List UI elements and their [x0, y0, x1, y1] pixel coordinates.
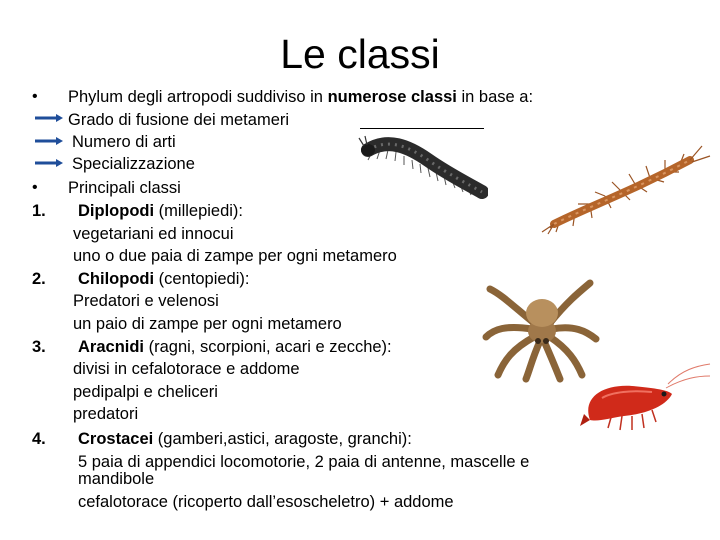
arrow-icon [34, 136, 64, 146]
centipede-image [540, 140, 715, 235]
millipede-image [358, 132, 488, 214]
class-detail: un paio di zampe per ogni metamero [73, 315, 342, 333]
class-heading: Aracnidi (ragni, scorpioni, acari e zecche): [78, 338, 392, 356]
criterion-item: Numero di arti [72, 133, 176, 151]
class-heading: Crostacei (gamberi,astici, aragoste, granchi): [78, 430, 412, 448]
bullet-dot: • [32, 88, 38, 105]
divider-line [360, 128, 484, 129]
class-detail: mandibole [78, 470, 155, 488]
class-number: 4. [32, 430, 46, 448]
arrow-icon [34, 113, 64, 123]
main-classes-heading: Principali classi [68, 179, 181, 197]
class-detail: vegetariani ed innocui [73, 225, 234, 243]
bullet-dot: • [32, 179, 38, 196]
class-detail: uno o due paia di zampe per ogni metamero [73, 247, 397, 265]
class-detail: Predatori e velenosi [73, 292, 219, 310]
class-heading: Chilopodi (centopiedi): [78, 270, 250, 288]
class-detail: divisi in cefalotorace e addome [73, 360, 300, 378]
class-detail: 5 paia di appendici locomotorie, 2 paia di antenne, mascelle e [78, 453, 530, 471]
intro-bold: numerose classi [327, 88, 457, 106]
class-number: 3. [32, 338, 46, 356]
class-detail: predatori [73, 405, 139, 423]
class-heading: Diplopodi (millepiedi): [78, 202, 244, 220]
class-number: 2. [32, 270, 46, 288]
intro-text: Phylum degli artropodi suddiviso in numerose classi in base a: [68, 88, 534, 106]
criterion-item: Grado di fusione dei metameri [68, 111, 290, 129]
slide-title: Le classi [280, 31, 440, 77]
class-detail: cefalotorace (ricoperto dall’esoscheletro) + addome [78, 493, 454, 511]
criterion-item: Specializzazione [72, 155, 195, 173]
arrow-icon [34, 158, 64, 168]
shrimp-image [572, 362, 712, 438]
class-detail: pedipalpi e cheliceri [73, 383, 218, 401]
class-number: 1. [32, 202, 46, 220]
